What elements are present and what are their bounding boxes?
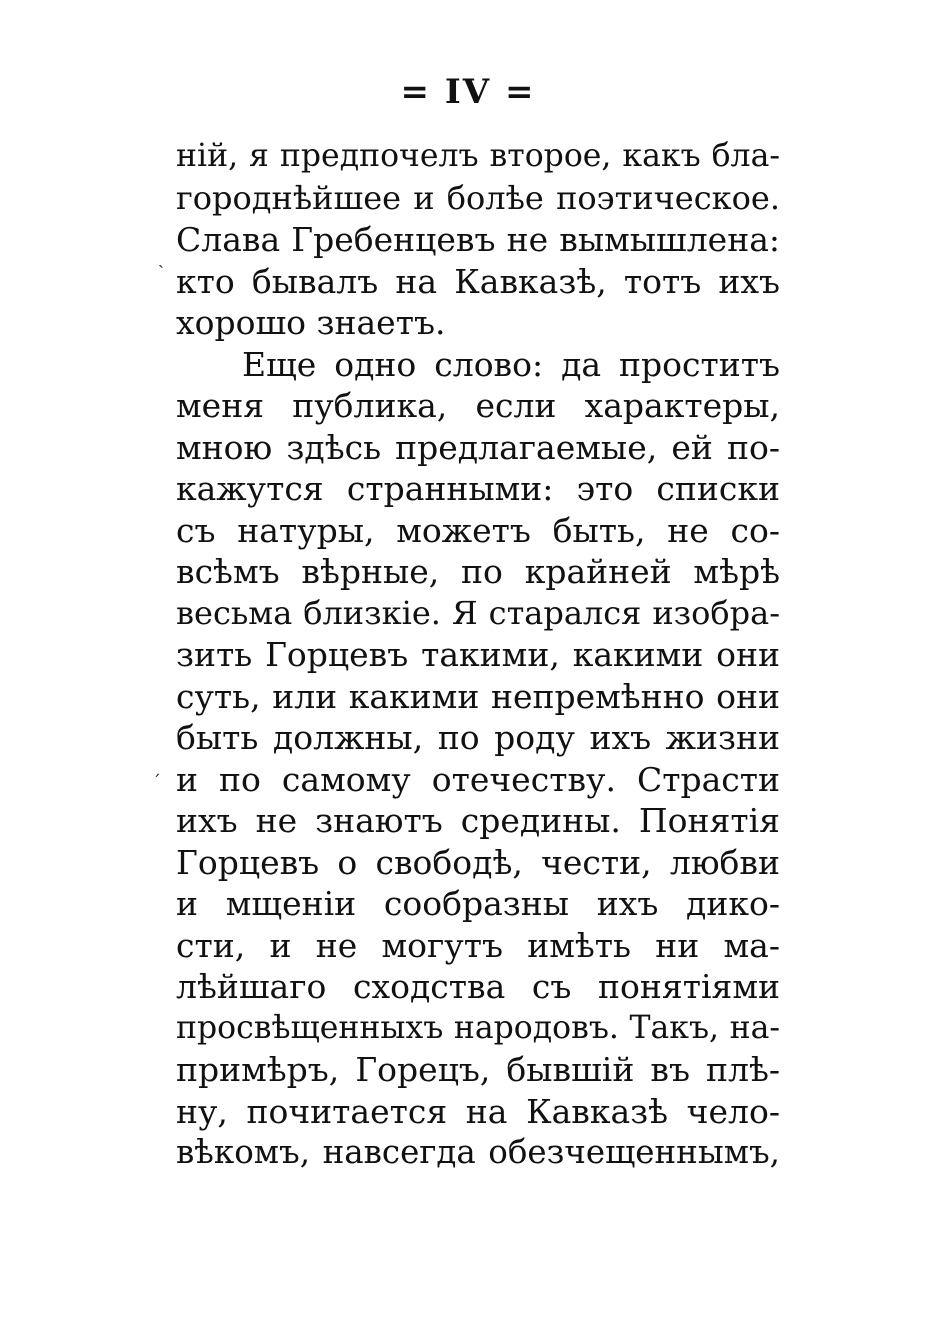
body-text bbox=[176, 136, 780, 1174]
text-line: ну, почитается на Кавказѣ чело- bbox=[176, 1091, 780, 1131]
text-line: меня публика, если характеры, bbox=[176, 386, 780, 425]
text-line: городнѣйшее и болѣе поэтическое. bbox=[176, 178, 780, 217]
text-line: хорошо знаетъ. bbox=[176, 303, 446, 342]
text-line: всѣмъ вѣрные, по крайней мѣрѣ bbox=[176, 552, 780, 591]
text-line: и по самому отечеству. Страсти bbox=[176, 759, 780, 799]
text-line: мною здѣсь предлагаемые, ей по- bbox=[176, 427, 780, 467]
paragraph-2 bbox=[176, 344, 780, 1174]
margin-mark: ˊ bbox=[152, 772, 161, 793]
text-line: сти, и не могутъ имѣть ни ма- bbox=[176, 925, 780, 965]
text-line: и мщеніи сообразны ихъ дико- bbox=[176, 884, 780, 923]
text-line: съ натуры, можетъ быть, не со- bbox=[176, 510, 780, 550]
text-line: кажутся странными: это списки bbox=[176, 469, 780, 508]
text-line: Горцевъ о свободѣ, чести, любви bbox=[176, 842, 780, 882]
margin-mark: ˏ bbox=[158, 248, 164, 269]
text-line: весьма близкіе. Я старался изобра- bbox=[176, 593, 780, 632]
text-line: ихъ не знаютъ средины. Понятія bbox=[176, 801, 780, 840]
text-line: Еще одно слово: да проститъ bbox=[242, 344, 780, 384]
text-line: лѣйшаго сходства съ понятіями bbox=[176, 967, 780, 1006]
text-line: ній, я предпочелъ второе, какъ бла- bbox=[176, 138, 780, 174]
page-number: = IV = bbox=[400, 72, 536, 112]
text-line: примѣръ, Горецъ, бывшій въ плѣ- bbox=[176, 1050, 780, 1089]
text-line: зить Горцевъ такими, какими они bbox=[176, 635, 780, 674]
paragraph-1 bbox=[176, 136, 780, 344]
text-line: кто бывалъ на Кавказѣ, тотъ ихъ bbox=[176, 261, 780, 301]
text-line: просвѣщенныхъ народовъ. Такъ, на- bbox=[176, 1009, 780, 1046]
text-line: суть, или какими непремѣнно они bbox=[176, 676, 780, 716]
text-line: Слава Гребенцевъ не вымышлена: bbox=[176, 220, 780, 259]
text-line: вѣкомъ, навсегда обезчещеннымъ, bbox=[176, 1133, 780, 1171]
text-line: быть должны, по роду ихъ жизни bbox=[176, 718, 780, 757]
